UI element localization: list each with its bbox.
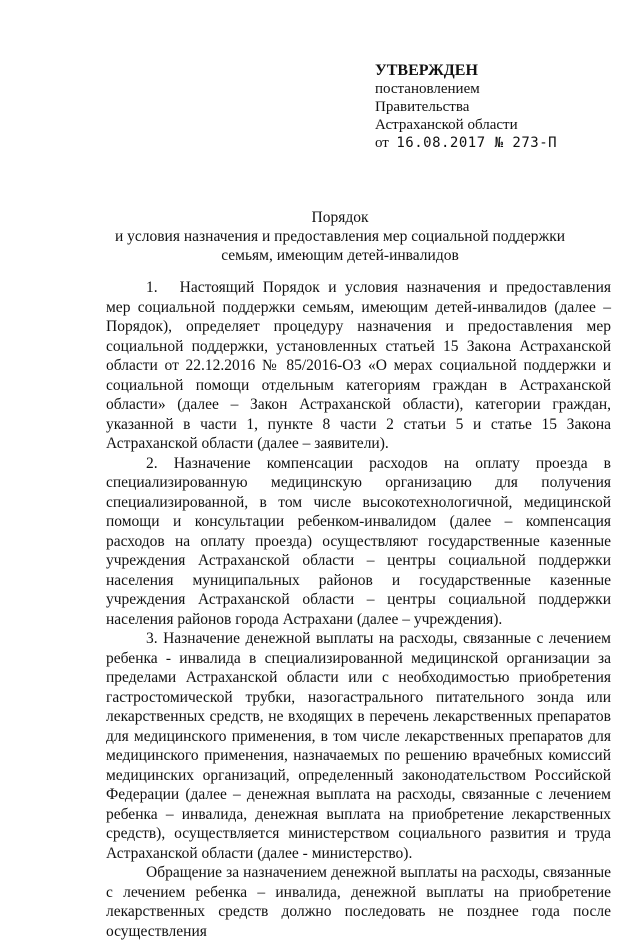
- title-line-2: и условия назначения и предоставления мер социальной поддержки: [114, 228, 566, 245]
- approval-line-1: постановлением: [375, 81, 480, 97]
- approval-block: [375, 62, 557, 152]
- paragraph-1: [106, 278, 611, 454]
- title-line-1: Порядок: [311, 209, 369, 226]
- paragraph-1-text: Настоящий Порядок и условия назначения и предоставления мер социальной поддержки семьям, имеющим детей-инвалидов (далее – Порядок), определяет процедуру назначения и предоставления мер социальной поддержки, установленных статьей 15 Закона Астраханской области от 22.12.2016 № 85/2016-ОЗ «О мерах социальной поддержки и социальной помощи отдельным категориям граждан в Астраханской области» (далее – Закон Астраханской области), категории граждан, указанной в части 1, пункте 8 части 2 статьи 5 и статье 15 Закона Астраханской области (далее – заявители).: [106, 279, 611, 452]
- document-title: [100, 208, 580, 265]
- approval-stamp-date: 16.08.2017 № 273-П: [396, 135, 558, 151]
- approval-heading: УТВЕРЖДЕН: [375, 62, 478, 79]
- title-line-3: семьям, имеющим детей-инвалидов: [221, 247, 459, 264]
- approval-line-2: Правительства: [375, 99, 470, 115]
- approval-date-prefix: от: [375, 135, 389, 151]
- approval-date-line: [375, 134, 557, 152]
- paragraph-4: Обращение за назначением денежной выплаты на расходы, связанные с лечением ребенка – инвалида, денежной выплаты на приобретение лекарственных средств должно последовать не позднее года после осуществления: [106, 864, 611, 940]
- paragraph-2: 2. Назначение компенсации расходов на оплату проезда в специализированную медицинскую организацию для получения специализированной, в том числе высокотехнологичной, медицинской помощи и консультации ребенком-инвалидом (далее – компенсация расходов на оплату проезда) осуществляют государственные казенные учреждения Астраханской области – центры социальной поддержки населения муниципальных районов и государственные казенные учреждения Астраханской области – центры социальной поддержки населения районов города Астрахани (далее – учреждения).: [106, 454, 611, 628]
- approval-line-3: Астраханской области: [375, 117, 518, 133]
- paragraph-3: 3. Назначение денежной выплаты на расходы, связанные с лечением ребенка - инвалида в специализированной медицинской организации за пределами Астраханской области или с необходимостью приобретения гастростомической трубки, назогастрального питательного зонда или лекарственных средств, не входящих в перечень лекарственных препаратов для медицинского применения, в том числе лекарственных препаратов для медицинского применения, назначаемых по решению врачебных комиссий медицинских организаций, определенный законодательством Российской Федерации (далее – денежная выплата на расходы, связанные с лечением ребенка – инвалида, денежная выплата на приобретение лекарственных средств), осуществляется министерством социального развития и труда Астраханской области (далее - министерство).: [106, 630, 611, 862]
- document-body: [106, 278, 611, 941]
- paragraph-1-number: 1.: [146, 279, 158, 296]
